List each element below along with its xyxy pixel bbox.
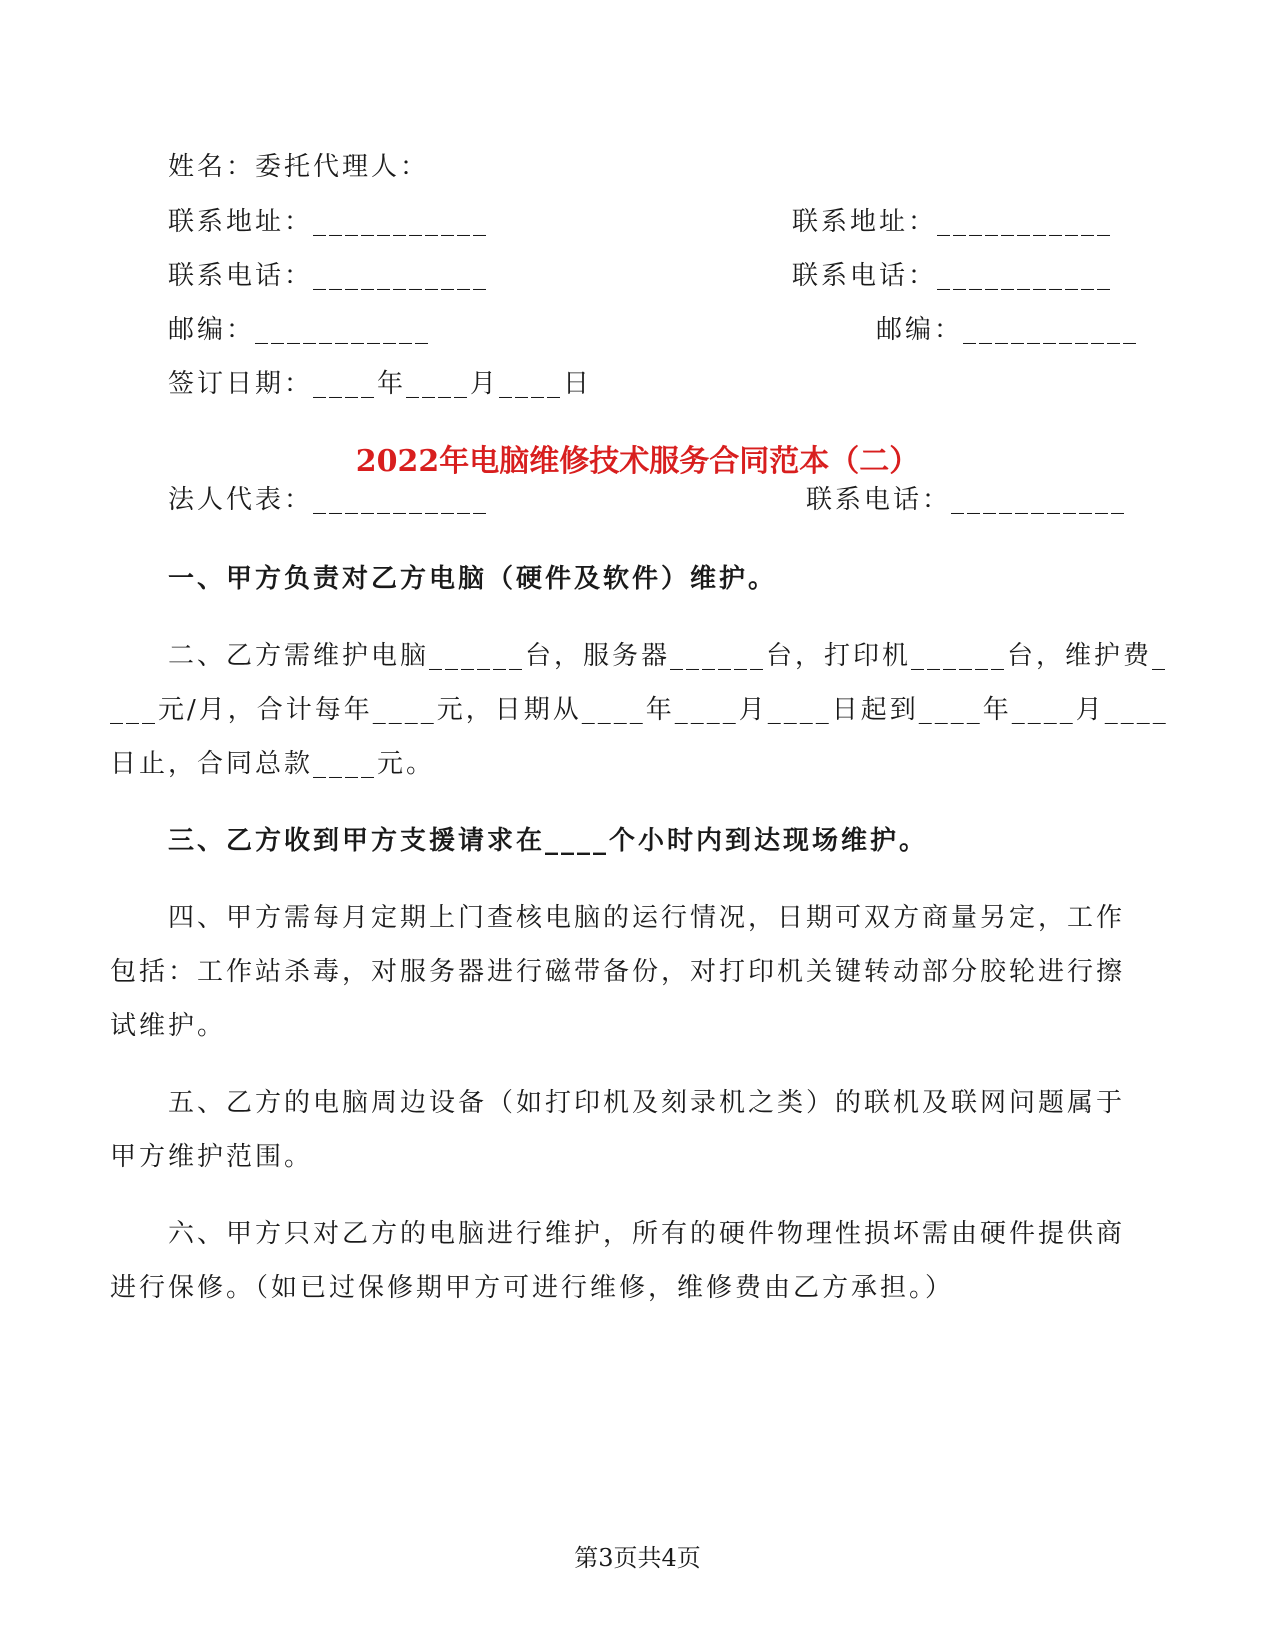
address-left: 联系地址：___________ — [168, 207, 490, 237]
phone-left: 联系电话：___________ — [168, 261, 490, 291]
clause-2-line-1: 二、乙方需维护电脑______台，服务器______台，打印机______台，维护费_ — [168, 641, 1169, 671]
clause-4-line-3: 试维护。 — [110, 1011, 227, 1041]
clause-2-line-3: 日止，合同总款____元。 — [110, 749, 436, 779]
page-indicator: 第3页共4页 — [574, 1544, 701, 1572]
postcode-left: 邮编：___________ — [168, 315, 432, 345]
postcode-right: 邮编：___________ — [876, 315, 1140, 345]
clause-5-line-2: 甲方维护范围。 — [110, 1142, 314, 1172]
clause-2-line-2: ___元/月，合计每年____元，日期从____年____月____日起到____年____月____ — [110, 695, 1169, 725]
address-right: 联系地址：___________ — [792, 207, 1114, 237]
legal-representative: 法人代表：___________ — [168, 485, 490, 515]
clause-4-line-1: 四、甲方需每月定期上门查核电脑的运行情况，日期可双方商量另定，工作 — [168, 903, 1126, 933]
clause-6-line-2: 进行保修。（如已过保修期甲方可进行维修，维修费由乙方承担。） — [110, 1273, 955, 1303]
contract-title: 2022年电脑维修技术服务合同范本（二） — [355, 444, 920, 479]
clause-6-line-1: 六、甲方只对乙方的电脑进行维护，所有的硬件物理性损坏需由硬件提供商 — [168, 1219, 1126, 1249]
name-agent-line: 姓名：委托代理人： — [168, 152, 430, 182]
phone-right: 联系电话：___________ — [792, 261, 1114, 291]
sign-date: 签订日期：____年____月____日 — [168, 369, 593, 399]
clause-4-line-2: 包括：工作站杀毒，对服务器进行磁带备份，对打印机关键转动部分胶轮进行擦 — [110, 957, 1126, 987]
clause-1: 一、甲方负责对乙方电脑（硬件及软件）维护。 — [168, 564, 778, 594]
clause-3: 三、乙方收到甲方支援请求在____个小时内到达现场维护。 — [168, 826, 929, 856]
clause-5-line-1: 五、乙方的电脑周边设备（如打印机及刻录机之类）的联机及联网问题属于 — [168, 1088, 1126, 1118]
contact-phone: 联系电话：___________ — [806, 485, 1128, 515]
